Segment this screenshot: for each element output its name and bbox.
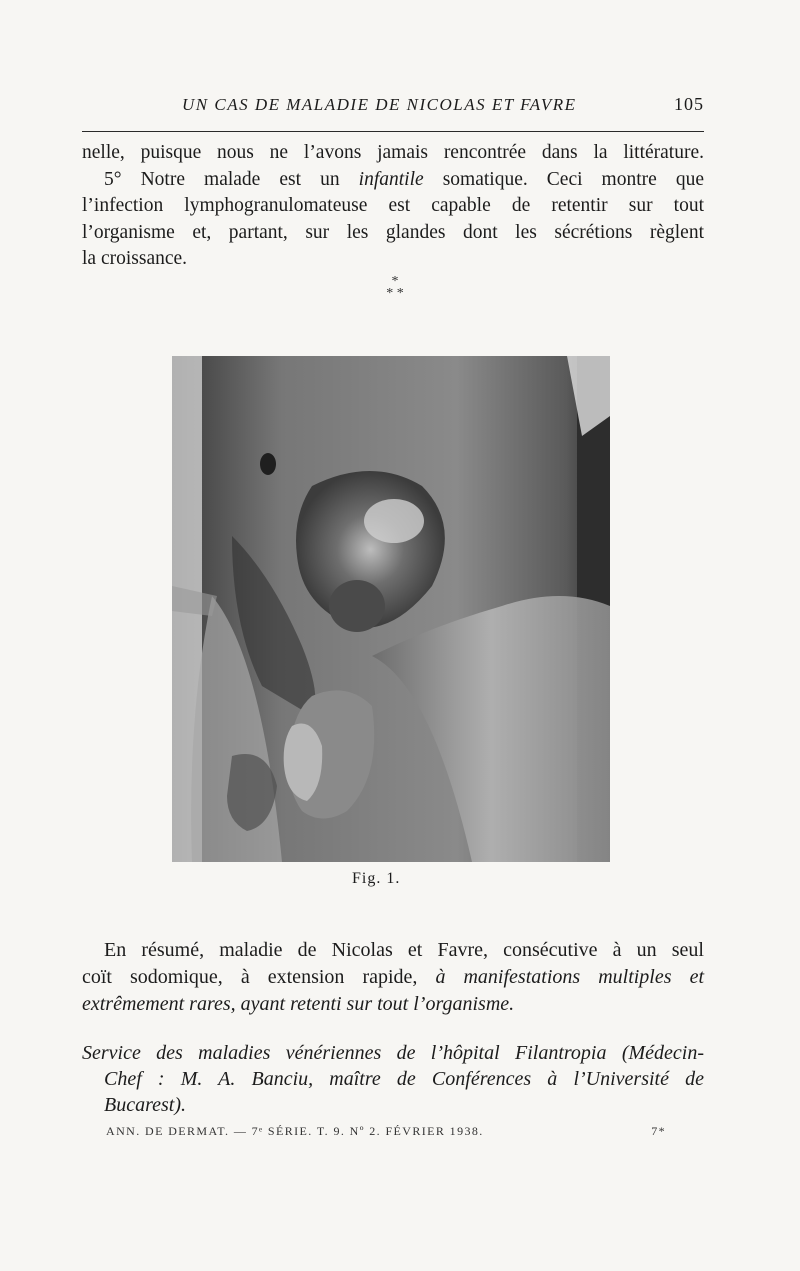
photograph-drawing [172, 356, 610, 862]
summary-emphasis: à manifestations multiples et [435, 966, 704, 988]
asterism [380, 276, 410, 310]
asterism-bottom: * * [386, 286, 404, 301]
point-5-line [82, 167, 704, 194]
asterism-top: * [391, 274, 399, 289]
footer [106, 1124, 666, 1139]
clinical-photograph [172, 356, 610, 862]
running-title: UN CAS DE MALADIE DE NICOLAS ET FAVRE [182, 95, 577, 114]
service-line: Chef : M. A. Banciu, maître de Conférences à l’Université de [104, 1068, 704, 1090]
header-rule [82, 131, 704, 132]
body-line: l’organisme et, partant, sur les glandes dont les sécrétions règlent [82, 221, 704, 243]
service-line: Service des maladies vénériennes de l’hôpital Filantropia (Médecin- [82, 1042, 704, 1064]
signature-mark: 7* [651, 1124, 666, 1138]
page-number: 105 [674, 94, 704, 114]
body-line: nelle, puisque nous ne l’avons jamais rencontrée dans la littérature. [82, 142, 704, 163]
point-5-text-b: somatique. Ceci montre que [423, 168, 704, 190]
journal-citation: ANN. DE DERMAT. — 7ᵉ SÉRIE. T. 9. Nº 2. FÉVRIER 1938. [106, 1124, 484, 1138]
body-line: l’infection lymphogranulomateuse est capable de retentir sur tout [82, 195, 704, 216]
body-text [82, 140, 704, 273]
summary-text: coït sodomique, à extension rapide, [82, 966, 436, 988]
summary-line [82, 964, 704, 991]
service-line: Bucarest). [104, 1094, 187, 1116]
running-head [82, 92, 704, 124]
figure-caption: Fig. 1. [352, 870, 401, 887]
point-5-emphasis: infantile [358, 168, 424, 190]
summary-emphasis-line: extrêmement rares, ayant retenti sur tout l’organisme. [82, 993, 515, 1015]
service-affiliation [82, 1040, 704, 1118]
body-line: la croissance. [82, 248, 188, 269]
point-5-text-a: 5° Notre malade est un [104, 168, 359, 190]
summary-paragraph [82, 937, 704, 1018]
summary-line: En résumé, maladie de Nicolas et Favre, consécutive à un seul [104, 939, 704, 961]
